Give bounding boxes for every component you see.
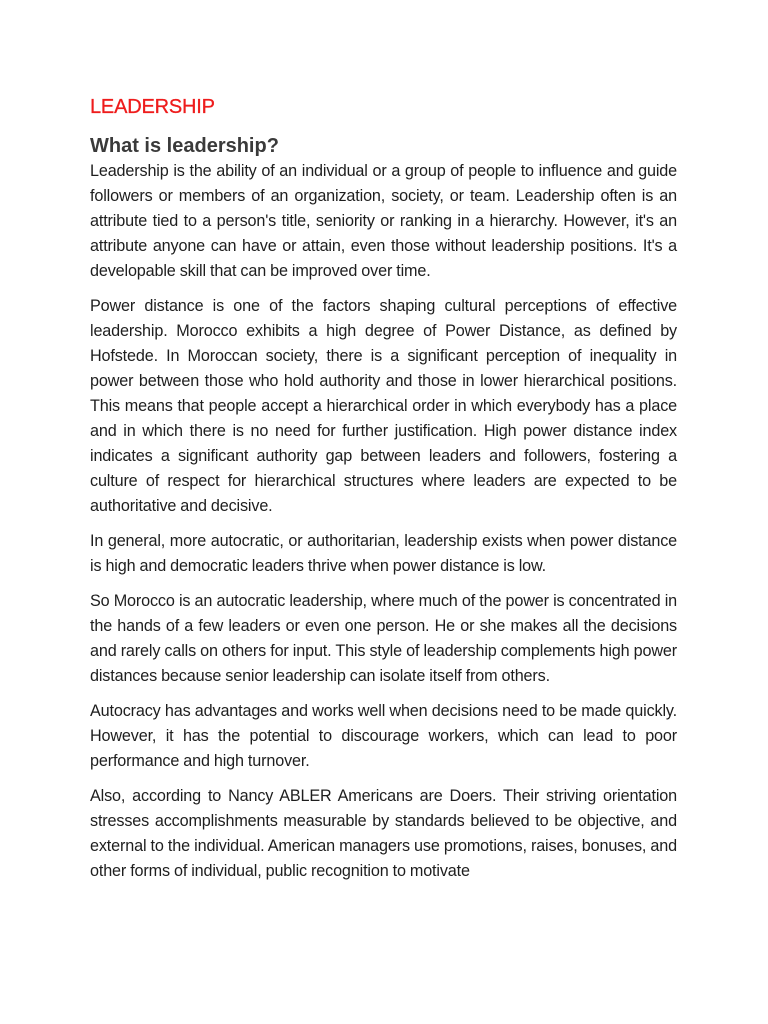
document-content xyxy=(90,92,677,884)
paragraph-americans-doers: Also, according to Nancy ABLER Americans are Doers. Their striving orientation stresses accomplishments measurable by standards believed to be objective, and external to the individual. American managers use promotions, raises, bonuses, and other forms of individual, public recognition to motivate xyxy=(90,787,677,880)
paragraph-autocratic-vs-democratic: In general, more autocratic, or authoritarian, leadership exists when power distance is high and democratic leaders thrive when power distance is low. xyxy=(90,532,677,575)
paragraph-autocracy-advantages: Autocracy has advantages and works well when decisions need to be made quickly. However, it has the potential to discourage workers, which can lead to poor performance and high turnover. xyxy=(90,702,677,770)
paragraph-morocco-autocratic: So Morocco is an autocratic leadership, where much of the power is concentrated in the hands of a few leaders or even one person. He or she makes all the decisions and rarely calls on others for input. This style of leadership complements high power distances because senior leadership can isolate itself from others. xyxy=(90,592,677,685)
paragraph-leadership-definition: Leadership is the ability of an individual or a group of people to influence and guide followers or members of an organization, society, or team. Leadership often is an attribute tied to a person's title, seniority or ranking in a hierarchy. However, it's an attribute anyone can have or attain, even those without leadership positions. It's a developable skill that can be improved over time. xyxy=(90,162,677,280)
paragraph-power-distance: Power distance is one of the factors shaping cultural perceptions of effective leadership. Morocco exhibits a high degree of Power Distance, as defined by Hofstede. In Moroccan society, there is a significant perception of inequality in power between those who hold authority and those in lower hierarchical positions. This means that people accept a hierarchical order in which everybody has a place and in which there is no need for further justification. High power distance index indicates a significant authority gap between leaders and followers, fostering a culture of respect for hierarchical structures where leaders are expected to be authoritative and decisive. xyxy=(90,297,677,515)
document-heading: LEADERSHIP xyxy=(90,96,215,118)
section-subheading: What is leadership? xyxy=(90,135,279,157)
